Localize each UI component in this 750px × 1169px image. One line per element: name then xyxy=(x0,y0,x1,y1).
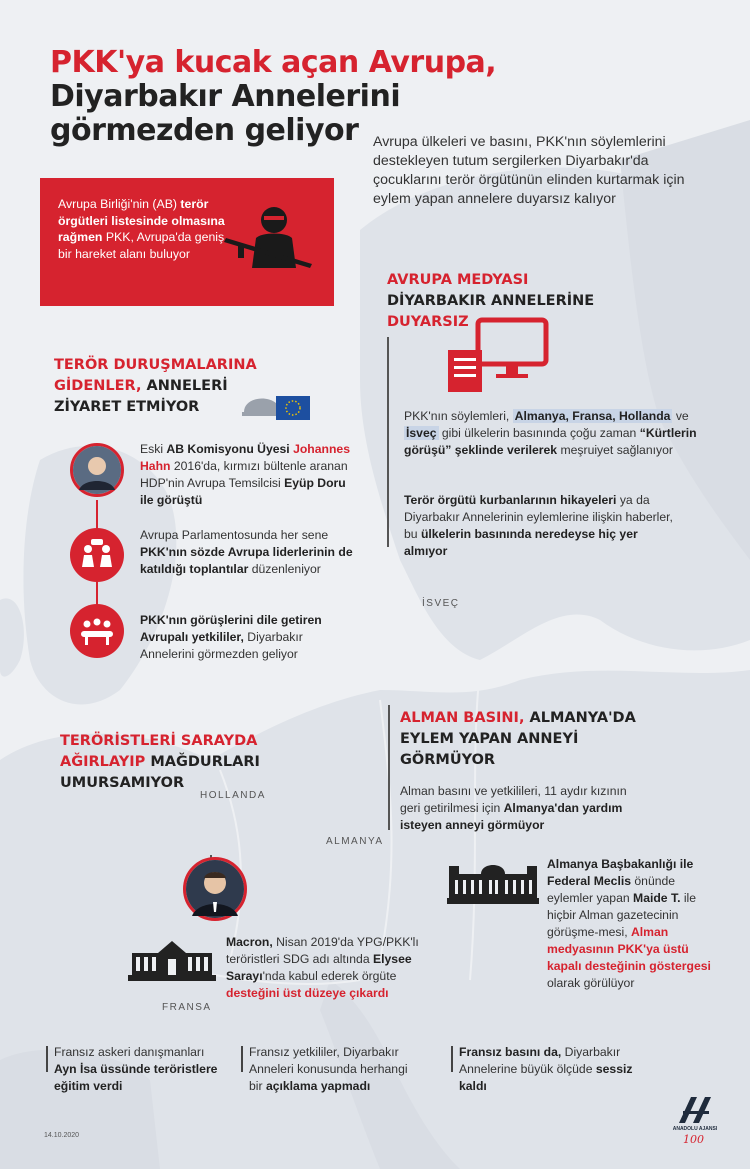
s1i1-t2: AB Komisyonu Üyesi xyxy=(166,442,294,456)
b3-t1: Fransız basını da, xyxy=(459,1045,562,1059)
reichstag-icon xyxy=(447,858,539,904)
s1i3-t2: Diyarbakır Annelerini görmezden geliyor xyxy=(140,630,303,661)
media-screen-icon xyxy=(440,316,550,396)
s1i1-t4: 2016'da, kırmızı bültenle aranan HDP'nin Avrupa Temsilcisi xyxy=(140,459,348,490)
section3-heading xyxy=(60,731,300,794)
s1i2-t1: Avrupa Parlamentosunda her sene xyxy=(140,528,329,542)
section2-heading-dark: DİYARBAKIR ANNELERİNE xyxy=(387,293,595,309)
redbox-part-3: PKK, Avrupa'da geniş bir hareket alanı buluyor xyxy=(58,230,225,261)
section1-heading-red: TERÖR DURUŞMALARINA GİDENLER, xyxy=(54,357,257,394)
eu-red-box-text xyxy=(58,196,228,262)
country-label-germany: ALMANYA xyxy=(326,836,384,847)
meeting-people-icon xyxy=(77,535,117,575)
section4-heading-dark-2: EYLEM YAPAN ANNEYİ xyxy=(400,731,579,747)
s4p2-t2: önünde eylemler yapan xyxy=(547,874,676,905)
section2-heading-red-1: AVRUPA MEDYASI xyxy=(387,272,529,288)
section4-line xyxy=(388,705,390,830)
section4-heading-red: ALMAN BASINI, xyxy=(400,710,525,726)
s2p1-t1: PKK'nın söylemleri, xyxy=(404,409,513,423)
s1i3-t1: PKK'nın görüşlerini dile getiren Avrupalı yetkililer, xyxy=(140,613,322,644)
bottom-col-2-marker xyxy=(241,1046,243,1072)
footer-anniversary: 100 xyxy=(683,1133,704,1146)
bottom-col-1 xyxy=(54,1044,224,1095)
section1-item-1 xyxy=(140,441,355,509)
bottom-col-2 xyxy=(249,1044,424,1095)
s4p2-t6: olarak görülüyor xyxy=(547,976,635,990)
redbox-part-2: terör örgütleri listesinde olmasına rağmen xyxy=(58,197,225,244)
s4p1-t2: Almanya'dan yardım isteyen anneyi görmüyor xyxy=(400,801,623,832)
b1-t1: Fransız askeri danışmanları xyxy=(54,1045,205,1059)
person-avatar-icon xyxy=(186,860,244,918)
s4p2-t5: Alman medyasının PKK'ya üstü kapalı desteğinin göstergesi xyxy=(547,925,711,973)
elysee-palace-icon xyxy=(128,935,216,981)
country-label-sweden: İSVEÇ xyxy=(422,598,460,609)
intro-text: Avrupa ülkeleri ve basını, PKK'nın söylemlerini destekleyen tutum sergilerken Diyarbakır'da çocuklarını terör örgütünün elinden kurtarmak için eylem yapan annelere duyarsız kalıyor xyxy=(373,134,685,207)
b3-t3: sessiz kaldı xyxy=(459,1062,633,1093)
section1-item-3 xyxy=(140,612,355,663)
s1i2-t2: PKK'nın sözde Avrupa liderlerinin de katıldığı toplantılar xyxy=(140,545,353,576)
section1-heading-dark-1: ANNELERİ xyxy=(146,378,228,394)
s2p1-t6: “Kürtlerin görüşü” şeklinde verilerek xyxy=(404,426,697,457)
terrorist-icon xyxy=(222,198,317,283)
s2p2-t1: Terör örgütü kurbanlarının hikayeleri xyxy=(404,493,617,507)
footer-date: 14.10.2020 xyxy=(44,1132,80,1139)
section1-item-2 xyxy=(140,527,355,578)
s4p2-t4: ile hiçbir Alman gazetecinin görüşme-mesi, xyxy=(547,891,697,939)
b2-t2: açıklama yapmadı xyxy=(265,1079,371,1093)
section3-heading-red-2: AĞIRLAYIP xyxy=(60,754,146,770)
s2p1-t5: gibi ülkelerin basınında çoğu zaman xyxy=(438,426,640,440)
country-label-france: FRANSA xyxy=(162,1002,212,1013)
s2p1-t7: meşruiyet sağlanıyor xyxy=(557,443,673,457)
s4p1-t1: Alman basını ve yetkilileri, 11 aydır kızının geri getirilmesi için xyxy=(400,784,627,815)
s4p2-t1: Almanya Başbakanlığı ile Federal Meclis xyxy=(547,857,694,888)
title-line-2: Diyarbakır Annelerini xyxy=(50,79,401,114)
s2p2-t3: ülkelerin basınında neredeyse hiç yer almıyor xyxy=(404,527,638,558)
section3-heading-dark-2: UMURSAMIYOR xyxy=(60,775,185,791)
bottom-col-3-marker xyxy=(451,1046,453,1072)
section2-heading-red-2: DUYARSIZ xyxy=(387,314,469,330)
s2p1-t3: ve xyxy=(672,409,689,423)
section2-paragraph-2 xyxy=(404,492,684,560)
conference-table-icon xyxy=(77,611,117,651)
title-line-1: PKK'ya kucak açan Avrupa, xyxy=(50,45,497,80)
s3p-t3: Elysee Sarayı xyxy=(226,952,412,983)
person-avatar-icon xyxy=(73,446,121,494)
s4p2-t3: Maide T. xyxy=(633,891,681,905)
section4-paragraph-1 xyxy=(400,783,640,834)
title-line-3: görmezden geliyor xyxy=(50,113,359,148)
section3-paragraph xyxy=(226,934,438,1002)
s3p-t4: 'nda kabul ederek örgüte xyxy=(262,969,397,983)
s1i1-t5: Eyüp Doru ile görüştü xyxy=(140,476,346,507)
section4-paragraph-2 xyxy=(547,856,712,992)
section3-heading-red-1: TERÖRİSTLERİ SARAYDA xyxy=(60,733,258,749)
eu-parliament-flag-icon xyxy=(240,382,312,424)
section1-heading-dark-2: ZİYARET ETMİYOR xyxy=(54,399,200,415)
section2-paragraph-1 xyxy=(404,408,704,459)
section2-line xyxy=(387,337,389,547)
s3p-t1: Macron, xyxy=(226,935,273,949)
section3-heading-dark-1: MAĞDURLARI xyxy=(150,754,260,770)
b3-t2: Diyarbakır Annelerine büyük ölçüde xyxy=(459,1045,621,1076)
footer-logo-text: ANADOLU AJANSI xyxy=(672,1126,718,1132)
b2-t1: Fransız yetkililer, Diyarbakır Anneleri konusunda herhangi bir xyxy=(249,1045,408,1093)
section4-heading-dark-3: GÖRMÜYOR xyxy=(400,752,496,768)
s1i1-t3: Johannes Hahn xyxy=(140,442,350,473)
bottom-col-3 xyxy=(459,1044,634,1095)
bottom-col-1-marker xyxy=(46,1046,48,1072)
s3p-t2: Nisan 2019'da YPG/PKK'lı teröristleri SDG adı altında xyxy=(226,935,419,966)
b1-t2: Ayn İsa üssünde teröristlere eğitim verdi xyxy=(54,1062,218,1093)
redbox-part-1: Avrupa Birliği'nin (AB) xyxy=(58,197,177,211)
s2p1-countries-highlight: Almanya, Fransa, Hollanda xyxy=(514,409,671,423)
country-label-netherlands: HOLLANDA xyxy=(200,790,266,801)
s1i2-t3: düzenleniyor xyxy=(248,562,321,576)
s1i1-t1: Eski xyxy=(140,442,167,456)
anadolu-logo-icon xyxy=(675,1095,715,1125)
s3p-t5: desteğini üst düzeye çıkardı xyxy=(226,986,389,1000)
section4-heading-dark-1: ALMANYA'DA xyxy=(529,710,636,726)
section4-heading xyxy=(400,708,660,771)
s2p1-sweden-highlight: İsveç xyxy=(406,426,437,440)
s2p2-t2: ya da Diyarbakır Annelerinin eylemlerine ilişkin haberler, bu xyxy=(404,493,673,541)
